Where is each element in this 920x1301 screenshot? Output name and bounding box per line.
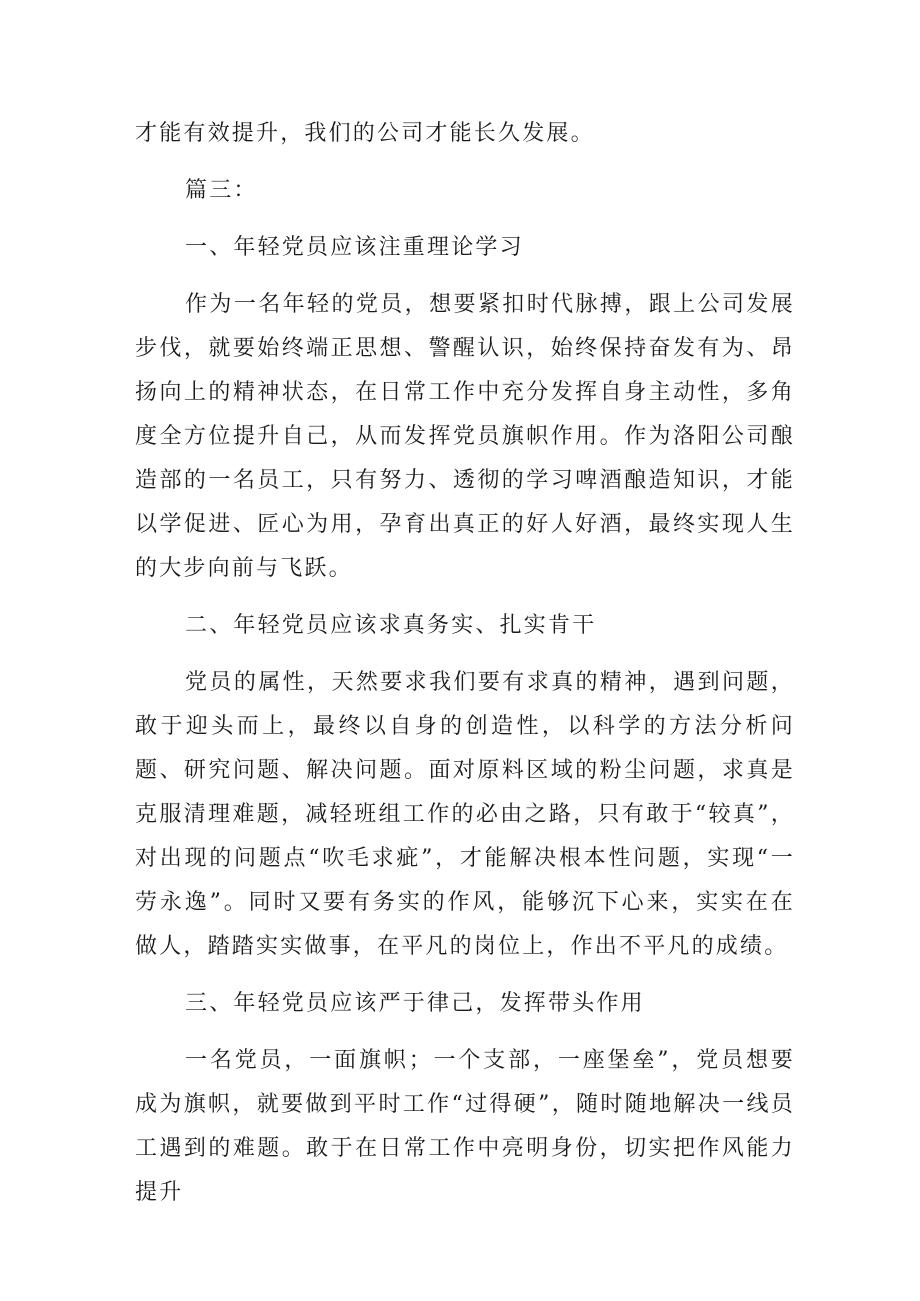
section-label: 篇三：	[185, 178, 258, 203]
paragraph-one: 作为一名年轻的党员，想要紧扣时代脉搏，跟上公司发展步伐，就要始终端正思想、警醒认识，始终保持奋发有为、昂扬向上的精神状态，在日常工作中充分发挥自身主动性，多角度全方位提升自己，从而发挥党员旗帜作用。作为洛阳公司酿造部的一名员工，只有努力、透彻的学习啤酒酿造知识，才能以学促进、匠心为用，孕育出真正的好人好酒，最终实现人生的大步向前与飞跃。	[135, 292, 795, 581]
paragraph-three: 一名党员，一面旗帜；一个支部，一座堡垒”，党员想要成为旗帜，就要做到平时工作“过得硬”，随时随地解决一线员工遇到的难题。敢于在日常工作中亮明身份，切实把作风能力提升	[135, 1048, 795, 1205]
paragraph-two: 党员的属性，天然要求我们要有求真的精神，遇到问题，敢于迎头而上，最终以自身的创造性，以科学的方法分析问题、研究问题、解决问题。面对原料区域的粉尘问题，求真是克服清理难题，减轻班组工作的必由之路，只有敢于“较真”，对出现的问题点“吹毛求疵”，才能解决根本性问题，实现“一劳永逸”。同时又要有务实的作风，能够沉下心来，实实在在做人，踏踏实实做事，在平凡的岗位上，作出不平凡的成绩。	[135, 670, 795, 959]
paragraph-continuation: 才能有效提升，我们的公司才能长久发展。	[135, 121, 595, 146]
heading-one: 一、年轻党员应该注重理论学习	[185, 235, 524, 260]
heading-two: 二、年轻党员应该求真务实、扎实肯干	[185, 613, 597, 638]
heading-three: 三、年轻党员应该严于律己，发挥带头作用	[185, 991, 645, 1016]
document-body	[135, 112, 795, 1228]
